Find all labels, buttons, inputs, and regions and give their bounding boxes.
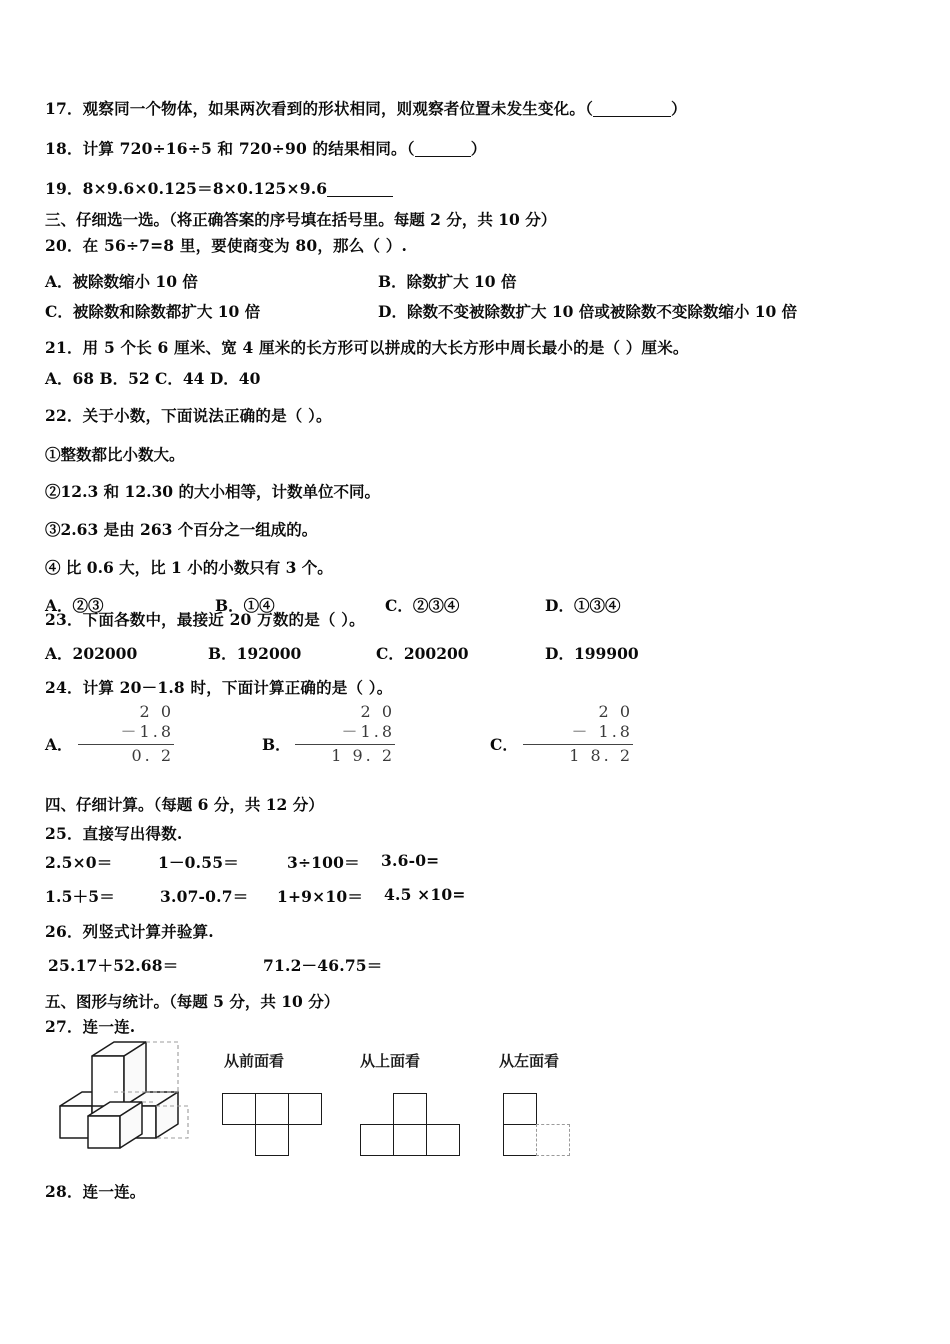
question-23-option-d[interactable] [545, 642, 639, 664]
result: 1 8. 2 [523, 744, 633, 766]
question-20-option-d[interactable] [378, 300, 797, 322]
question-17-text: 观察同一个物体，如果两次看到的形状相同，则观察者位置未发生变化。（ [82, 99, 594, 118]
option-text: 192000 [236, 644, 302, 663]
question-19-number: 19． [45, 179, 83, 198]
q25-row1-item4: 3.6-0= [381, 851, 440, 870]
question-24 [45, 676, 392, 698]
option-text: 被除数缩小 10 倍 [72, 272, 198, 291]
option-text: 除数扩大 10 倍 [406, 272, 517, 291]
q25-row2-item3: 1+9×10＝ [277, 887, 364, 906]
question-17-number: 17． [45, 99, 83, 118]
q25-row1-item3: 3÷100＝ [287, 853, 360, 872]
grid-square [393, 1093, 427, 1125]
question-18-tail: ） [470, 139, 487, 158]
question-23-option-c[interactable] [376, 642, 469, 664]
answer-blank[interactable] [415, 141, 471, 157]
grid-square [255, 1124, 289, 1156]
option-label: B． [208, 644, 237, 663]
question-20-number: 20． [45, 236, 83, 255]
left-view-figure [503, 1093, 603, 1163]
question-21-options[interactable]: A．68 B．52 C．44 D．40 [45, 369, 261, 388]
q25-row1-item1: 2.5×0＝ [45, 853, 113, 872]
option-label: C． [45, 302, 73, 321]
answer-blank[interactable] [593, 101, 671, 117]
question-27 [45, 1015, 135, 1037]
cube-arrangement-svg [52, 1038, 197, 1156]
question-21-number: 21． [45, 338, 83, 357]
result: 1 9. 2 [295, 744, 395, 766]
q25-row2-item1: 1.5＋5＝ [45, 887, 115, 906]
isometric-cube-figure [52, 1038, 197, 1156]
option-label: A． [45, 644, 73, 663]
question-26 [45, 920, 214, 942]
question-20-option-a[interactable] [45, 270, 198, 292]
question-24-option-a-label[interactable]: A． [45, 735, 73, 754]
grid-square [288, 1093, 322, 1125]
q25-row2-item2: 3.07-0.7＝ [160, 887, 249, 906]
question-19-text: 8×9.6×0.125＝8×0.125×9.6 [82, 179, 328, 198]
question-22-statement-2: ②12.3 和 12.30 的大小相等，计数单位不同。 [45, 482, 380, 501]
question-22-statement-4: ④ 比 0.6 大，比 1 小的小数只有 3 个。 [45, 558, 333, 577]
question-25 [45, 822, 182, 844]
option-label: D． [378, 302, 407, 321]
question-18-text: 计算 720÷16÷5 和 720÷90 的结果相同。（ [82, 139, 415, 158]
question-17 [45, 97, 687, 119]
view-label-top: 从上面看 [360, 1052, 421, 1070]
option-text: ①④ [243, 596, 275, 615]
option-text: 被除数和除数都扩大 10 倍 [72, 302, 261, 321]
option-label: C． [376, 644, 404, 663]
grid-square [426, 1124, 460, 1156]
question-22-statement-1: ①整数都比小数大。 [45, 445, 185, 464]
question-28-text: 连一连。 [82, 1182, 146, 1201]
option-text: 200200 [403, 644, 469, 663]
q25-row2-item4: 4.5 ×10= [384, 885, 466, 904]
view-label-left: 从左面看 [499, 1052, 560, 1070]
top-view-figure [360, 1093, 480, 1163]
minuend: 2 0 [139, 702, 174, 721]
question-24-option-b-label[interactable]: B． [262, 735, 291, 754]
view-label-front: 从前面看 [224, 1052, 285, 1070]
result: 0. 2 [78, 744, 174, 766]
minuend: 2 0 [360, 702, 395, 721]
option-label: A． [45, 272, 73, 291]
question-17-tail: ） [671, 99, 687, 118]
option-text: ②③ [72, 596, 104, 615]
question-24-number: 24． [45, 678, 83, 697]
section-heading-4: 四、仔细计算。（每题 6 分，共 12 分） [45, 795, 324, 814]
question-21 [45, 336, 689, 358]
question-21-text: 用 5 个长 6 厘米、宽 4 厘米的长方形可以拼成的大长方形中周长最小的是（ ）厘米。 [82, 338, 689, 357]
question-20-text: 在 56÷7=8 里，要使商变为 80，那么（ ）. [82, 236, 408, 255]
question-23-number: 23． [45, 610, 83, 629]
front-view-figure [222, 1093, 342, 1163]
grid-square [255, 1093, 289, 1125]
option-label: A． [45, 596, 73, 615]
question-24-option-a-vertical-calc[interactable] [78, 702, 174, 766]
subtrahend: － 1.8 [571, 722, 633, 742]
section-heading-3: 三、仔细选一选。（将正确答案的序号填在括号里。每题 2 分，共 10 分） [45, 210, 557, 229]
question-27-text: 连一连. [82, 1017, 136, 1036]
option-label: D． [545, 644, 574, 663]
q26-problem-2: 71.2－46.75＝ [263, 956, 383, 975]
question-24-option-c-label[interactable]: C． [490, 735, 518, 754]
subtrahend: －1.8 [341, 722, 395, 742]
answer-blank[interactable] [327, 181, 393, 197]
q25-row1-item2: 1－0.55＝ [158, 853, 239, 872]
question-25-number: 25． [45, 824, 83, 843]
grid-square [503, 1093, 537, 1125]
minuend: 2 0 [598, 702, 633, 721]
grid-square [393, 1124, 427, 1156]
question-28-number: 28． [45, 1182, 83, 1201]
question-18-number: 18． [45, 139, 83, 158]
option-label: D． [545, 596, 574, 615]
question-26-number: 26． [45, 922, 83, 941]
question-22-statement-3: ③2.63 是由 263 个百分之一组成的。 [45, 520, 318, 539]
section-heading-5: 五、图形与统计。（每题 5 分，共 10 分） [45, 992, 340, 1011]
question-28 [45, 1180, 145, 1202]
grid-square [503, 1124, 537, 1156]
question-22-option-c[interactable] [385, 594, 459, 616]
question-23-option-b[interactable] [208, 642, 301, 664]
grid-square [360, 1124, 394, 1156]
question-24-text: 计算 20－1.8 时，下面计算正确的是（ ）。 [82, 678, 393, 697]
option-text: 202000 [72, 644, 138, 663]
question-23 [45, 608, 365, 630]
q26-problem-1: 25.17＋52.68＝ [48, 956, 179, 975]
question-24-option-c-vertical-calc[interactable] [523, 702, 633, 766]
question-25-text: 直接写出得数. [82, 824, 183, 843]
question-22-option-d[interactable] [545, 594, 620, 616]
question-20 [45, 234, 407, 256]
question-23-text: 下面各数中，最接近 20 万数的是（ ）。 [82, 610, 365, 629]
question-22 [45, 404, 332, 426]
question-22-number: 22． [45, 406, 83, 425]
subtrahend: －1.8 [120, 722, 174, 742]
question-18 [45, 137, 486, 159]
option-label: C． [385, 596, 413, 615]
question-24-option-b-vertical-calc[interactable] [295, 702, 395, 766]
option-text: 除数不变被除数扩大 10 倍或被除数不变除数缩小 10 倍 [406, 302, 798, 321]
question-27-number: 27． [45, 1017, 83, 1036]
option-text: 199900 [573, 644, 639, 663]
grid-square-hidden [536, 1124, 570, 1156]
option-text: ②③④ [412, 596, 460, 615]
question-20-option-b[interactable] [378, 270, 516, 292]
question-19 [45, 177, 393, 199]
question-26-text: 列竖式计算并验算. [82, 922, 214, 941]
question-20-option-c[interactable] [45, 300, 260, 322]
question-23-option-a[interactable] [45, 642, 137, 664]
option-label: B． [378, 272, 407, 291]
option-label: B． [215, 596, 244, 615]
option-text: ①③④ [573, 596, 621, 615]
grid-square [222, 1093, 256, 1125]
question-22-text: 关于小数，下面说法正确的是（ ）。 [82, 406, 332, 425]
